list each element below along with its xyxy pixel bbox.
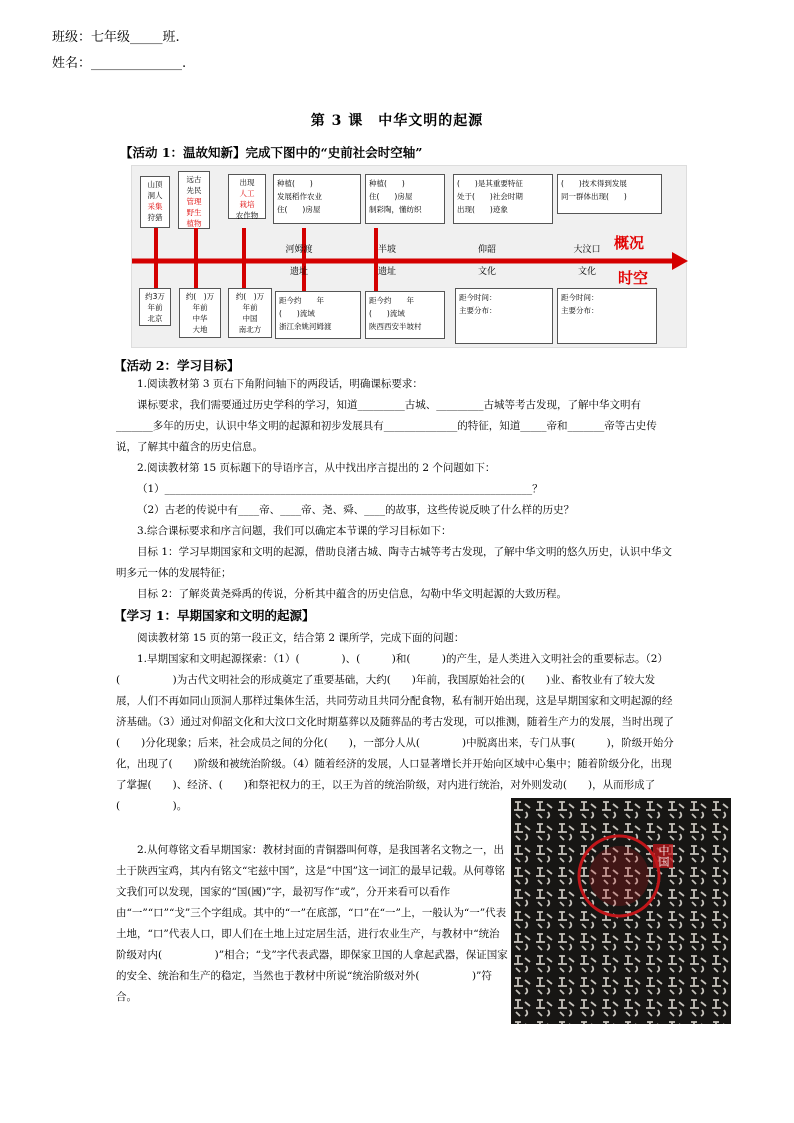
axis-label-top: 河姆渡 [285,245,313,255]
timeline-tick [154,228,158,294]
timeline-bottom-box [139,288,171,326]
timeline-box-line: 约( )万 [235,292,265,301]
timeline-box-line: 远古 [186,175,202,184]
timeline-bottom-box [365,291,445,339]
timeline-box-line: 北京 [147,314,163,323]
timeline-bottom-box [228,288,272,338]
goal-2: 目标 2：了解炎黄尧舜禹的传说，分析其中蕴含的历史信息，勾勒中华文明起源的大致历程。 [137,588,568,600]
timeline-top-box [365,174,445,224]
activity2-p6: 3.综合课标要求和序言问题，我们可以确定本节课的学习目标如下： [137,525,452,537]
lesson-title: 第 3 课 中华文明的起源 [310,113,484,129]
activity2-q2: （2）古老的传说中有____帝、____帝、尧、舜、____的故事，这些传说反映了什么样的历史？ [137,504,575,516]
timeline-bottom-box [179,288,221,338]
timeline-box-line: 浙江余姚河姆渡 [279,322,332,331]
timeline-box-line: 年前 [242,303,258,312]
timeline-box-line: 农作物 [235,211,259,220]
activity2-body [116,374,676,605]
timeline-box-line: 制彩陶，懂纺织 [369,205,422,214]
timeline-top-box [453,174,553,224]
activity2-q1: （1）______________________________________________________________________？ [137,483,543,495]
activity2-heading: 【活动 2：学习目标】 [114,358,240,373]
timeline-box-line: 植物 [186,219,202,228]
timeline-box-line: 年前 [147,303,163,312]
timeline-box-line: 出现( )迹象 [457,205,508,214]
class-line: 班级：七年级_____班. [52,30,180,45]
study1-para2: 2.从何尊铭文看早期国家：教材封面的青铜器叫何尊，是我国著名文物之一，出土于陕西宝鸡，其内有铭文“宅兹中国”，这是“中国”这一词汇的最早记载。从何尊铭文我们可以发现，国家的“国(國)”字，最初写作“或”，分开来看可以看作由“一”“口”“戈”三个字组成。其中的“一”在底部，“口”在“一”上，一般认为“一”代表土地，“口”代表人口，即人们在土地上过定居生活，进行农业生产，与教材中“统治阶级对内( )”相合；“戈”字代表武器，即保家卫国的人拿起武器，保证国家的安全、统治和生产的稳定，当然也于教材中所说“统治阶级对外( )”符合。 [116,844,508,1003]
timeline-box-line: 种植( ) [369,179,405,188]
timeline-tick [194,228,198,294]
activity1-heading: 【活动 1：温故知新】完成下图中的“史前社会时空轴” [120,145,423,160]
timeline-top-box [273,174,361,224]
timeline-box-line: 同一群体出现( ) [561,192,627,201]
timeline-box-line: 距今时间： [561,293,599,302]
axis-label-bottom: 文化 [477,267,496,277]
timeline-box-line: ( )流域 [279,309,315,318]
overview-label: 概况 [614,234,645,252]
study1-body [116,628,676,817]
timeline-box-line: 栽培 [239,200,255,209]
timeline-box-line: ( )流域 [369,309,405,318]
timeline-box-line: 大地 [192,325,208,334]
timeline-box-line: 处于( )社会时期 [457,192,523,201]
timeline-box-line: 发展稻作农业 [277,192,322,201]
timeline-box-line: 山顶 [147,180,163,189]
timeline-bottom-box [557,288,657,344]
timeline-box-line: 狩猎 [147,213,163,222]
timeline-box-line: 中华 [192,314,208,323]
timeline-box-line: 住( )房屋 [369,192,413,201]
axis-label-bottom: 遗址 [377,267,396,277]
timeline-tick [374,228,378,294]
timeline-box-line: 陕西西安半坡村 [369,322,422,331]
timeline-box-line: 出现 [239,178,255,187]
timeline-box-line: 距今约 年 [279,296,324,305]
inscription-label: 中国 [653,844,673,868]
timeline-box-line: 南北方 [238,325,262,334]
timeline-box-line: 洞人 [147,191,163,200]
timeline-box-line: 约( )万 [185,292,215,301]
goal-1: 目标 1：学习早期国家和文明的起源，借助良渚古城、陶寺古城等考古发现，了解中华文明的悠久历史，认识中华文明多元一体的发展特征； [116,546,673,579]
timeline-top-box [140,176,170,228]
timeline-box-line: 主要分布： [459,306,497,315]
axis-label-bottom: 遗址 [289,267,308,277]
timeline-bottom-box [455,288,553,344]
timespace-label: 时空 [618,269,649,287]
he-zun-inscription-image [511,798,731,1024]
timeline-box-line: 种植( ) [277,179,313,188]
timeline-box-line: 距今约 年 [369,296,414,305]
timeline-box-line: 中国 [242,314,258,323]
timeline-top-box [228,174,266,219]
axis-label-top: 大汶口 [573,245,601,255]
study1-para2-wrap [116,840,508,1008]
axis-label-top: 半坡 [377,245,396,255]
timeline-box-line: 人工 [239,189,255,198]
timeline-box-line: 约3万 [145,292,165,301]
activity2-p1: 1.阅读教材第 3 页右下角附问轴下的两段话，明确课标要求： [137,378,423,390]
activity2-p3: 2.阅读教材第 15 页标题下的导语序言，从中找出序言提出的 2 个问题如下： [137,462,496,474]
timeline-box-line: ( )是其重要特征 [457,179,523,188]
timeline-box-line: 野生 [186,208,202,217]
timeline-box-line: 采集 [147,202,163,211]
timeline-top-box [557,174,662,214]
study1-heading: 【学习 1：早期国家和文明的起源】 [114,608,315,623]
study1-intro: 阅读教材第 15 页的第一段正文，结合第 2 课所学，完成下面的问题： [137,632,465,644]
timeline-box-line: 住( )房屋 [277,205,321,214]
inscription-rubbing [511,798,731,1024]
timeline-box-line: 主要分布： [561,306,599,315]
timeline-tick [302,228,306,294]
timeline-diagram [131,165,687,348]
timeline-box-line: ( )技术得到发展 [561,179,627,188]
timeline-box-line: 管理 [186,197,202,206]
timeline-box-line: 距今时间： [459,293,497,302]
name-line: 姓名：______________. [52,56,187,71]
activity2-p2: 课标要求，我们需要通过历史学科的学习，知道_________古城、_________古城等考古发现，了解中华文明有_______多年的历史，认识中华文明的起源和初步发展具有______________的特征，知道_____帝和_______帝等古史传说，了解其中蕴含的历史信息。 [116,399,657,453]
timeline-bottom-box [275,291,361,339]
timeline-box-line: 年前 [192,303,208,312]
axis-label-top: 仰韶 [477,245,496,255]
timeline-tick [242,228,246,294]
timeline-box-line: 先民 [186,186,202,195]
timeline-top-box [178,171,210,229]
study1-para1: 1.早期国家和文明起源探索：（1）( )、( )和( )的产生，是人类进入文明社会的重要标志。（2）( )为古代文明社会的形成奠定了重要基础，大约( )年前，我国原始社会的( )业、畜牧业有了较大发展，人们不再如同山顶洞人那样过集体生活，共同劳动且共同分配食物，私有制开始出现，这是早期国家和文明起源的经济基础。（3）通过对仰韶文化和大汶口文化时期墓葬以及随葬品的考古发现，可以推测，随着生产力的发展，当时出现了( )分化现象；后来，社会成员之间的分化( )，一部分人从( )中脱离出来，专门从事( )，阶级开始分化，出现了( )阶级和被统治阶级。（4）随着经济的发展，人口显著增长并开始向区域中心集中；随着阶级分化，出现了掌握( )、经济、( )和祭祀权力的王，以王为首的统治阶级，对内进行统治，对外则发动( )，从而形成了( )。 [116,653,674,812]
axis-label-bottom: 文化 [577,267,596,277]
